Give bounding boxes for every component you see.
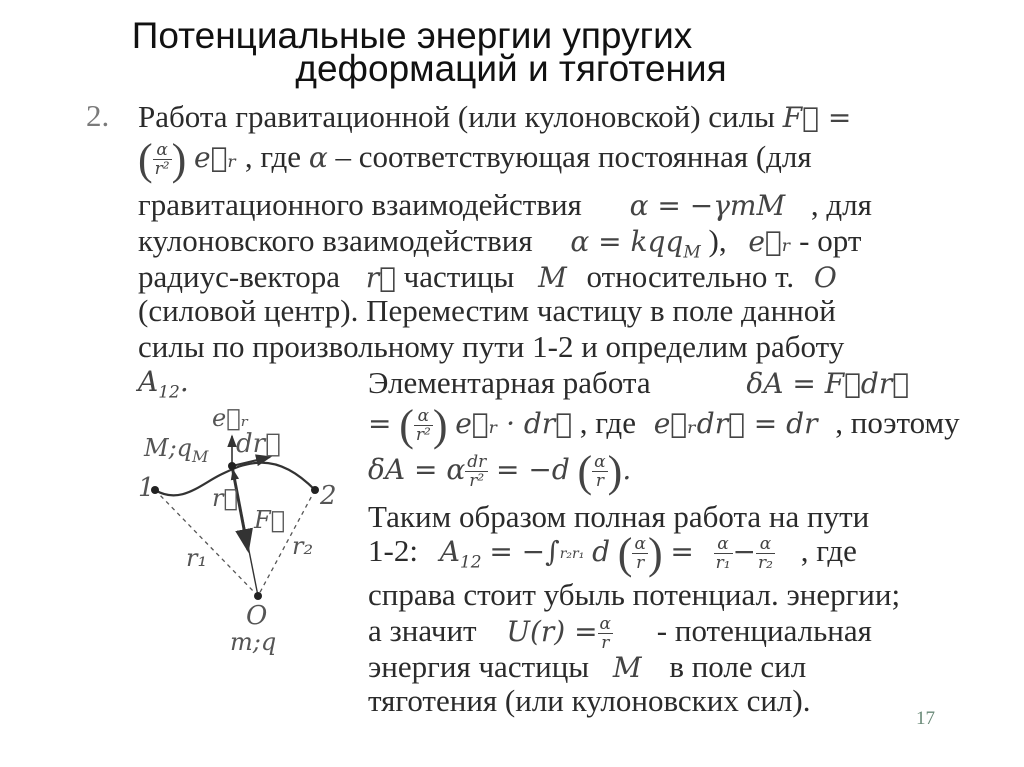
elementary-work-formula: δA = F⃗dr⃗: [746, 367, 910, 400]
p2-text-2d: , поэтому: [835, 405, 960, 440]
fraction-alpha-r2s: $\frac{\alpha}{\text{r₂}}$: [757, 534, 773, 574]
p2-line-5: 1-2: $A_{12} = -\int r_2r_1$ d ( $\frac{\alpha}{r}$ ) = $\frac{\alpha}{\text{r₁}}$ − $\frac{\alpha}{\text{r₂}}$ , где: [368, 528, 857, 578]
fraction-dr-r2: $\frac{dr}{\text{r²}}$: [467, 452, 487, 492]
force-label: F⃗: [254, 506, 286, 534]
radius-vector: r⃗: [365, 261, 396, 294]
fraction-alpha-r-3: $\frac{\alpha}{r}$: [599, 614, 612, 654]
r1-dashed-line: [155, 490, 258, 596]
p2-text-5a: 1-2:: [368, 533, 418, 568]
p1-text-4b: ),: [708, 223, 727, 258]
work-A12: $A_{12}$.: [138, 365, 189, 403]
p2-text-1: Элементарная работа: [368, 365, 651, 400]
p1-line-6: (силовой центр). Переместим частицу в поле данной: [138, 293, 836, 328]
unit-vector-er: e⃗ᵣ: [194, 141, 238, 174]
p1-text-4c: - орт: [799, 223, 862, 258]
p1-line-1: [138, 100, 851, 135]
minus-d: = −d: [496, 453, 570, 486]
p1-line-5: [138, 260, 837, 295]
p2-text-5b: , где: [800, 533, 857, 568]
er-label: e⃗ᵣ: [212, 404, 249, 432]
p1-text-4: кулоновского взаимодействия: [138, 223, 533, 258]
grav-formula: α = −γmM: [629, 189, 786, 222]
r2-label: r₂: [292, 532, 314, 560]
p2-text-7b: - потенциальная: [656, 613, 872, 648]
p1-line-2: [138, 134, 812, 184]
p1-text-3: гравитационного взаимодействия: [138, 187, 582, 222]
dA-alpha: δA = α: [368, 453, 466, 486]
p2-line-7: [368, 614, 872, 652]
p2-line-8: [368, 650, 806, 685]
fraction-alpha-r2: $\frac{\alpha}{\text{r²}}$: [154, 140, 170, 180]
p1-text-3b: , для: [810, 187, 872, 222]
p2-text-8a: энергия частицы: [368, 649, 590, 684]
dr-label: dr⃗: [236, 429, 281, 459]
p2-line-9: тяготения (или кулоновских сил).: [368, 683, 811, 718]
point-1-label: 1: [138, 473, 155, 503]
fraction-alpha-r1: $\frac{\alpha}{\text{r₁}}$: [715, 534, 731, 574]
p1-line-3: [138, 188, 872, 223]
p1-text-2b: – соответствующая постоянная (для: [335, 139, 812, 174]
paren-open: (: [138, 134, 153, 184]
alpha-symbol: α: [308, 141, 328, 174]
MqM-label: $M;q_M$: [144, 434, 209, 466]
particle-M: M: [538, 261, 567, 294]
p2-line-2: = ( $\frac{\alpha}{\text{r²}}$ ) e⃗ᵣ · dr⃗ , где e⃗ᵣdr⃗ = dr , поэтому: [368, 400, 960, 450]
er-dr-formula: e⃗ᵣdr⃗ = dr: [653, 407, 818, 440]
point-2: [311, 486, 319, 494]
potential-U: U(r) =: [506, 615, 598, 648]
p2-line-3: δA = α $\frac{dr}{\text{r²}}$ = −d ( $\frac{\alpha}{r}$ ).: [368, 446, 632, 496]
fraction-alpha-r-2: $\frac{\alpha}{r}$: [634, 534, 646, 574]
fraction-alpha-r: $\frac{\alpha}{r}$: [594, 452, 606, 492]
force-vector: F⃗ =: [782, 101, 852, 134]
slide-title-line-1: Потенциальные энергии упругих: [131, 15, 693, 56]
integral-limits: r₂r₁: [559, 545, 585, 562]
total-work-A12: $A_{12}$: [439, 535, 482, 573]
point-O-dot: [254, 592, 262, 600]
equals-sign: =: [368, 407, 392, 440]
p1-text-1: Работа гравитационной (или кулоновской) силы: [138, 99, 775, 134]
p1-line-7: силы по произвольному пути 1-2 и определим работу: [138, 329, 845, 364]
r1-label: r₁: [186, 544, 208, 572]
integral: = −∫: [489, 535, 560, 568]
r-vector-label: r⃗: [212, 484, 238, 512]
point-O: O: [813, 261, 837, 294]
p2-text-8b: в поле сил: [669, 649, 807, 684]
coul-formula: α = kqq$_M$: [570, 225, 701, 263]
item-number: 2.: [86, 98, 110, 133]
equals-2: =: [670, 535, 694, 568]
p1-text-5c: относительно т.: [586, 259, 795, 294]
p2-text-7a: а значит: [368, 613, 477, 648]
point-2-label: 2: [320, 481, 337, 511]
mq-label: m;q: [230, 628, 277, 656]
p1-text-2a: , где: [244, 139, 302, 174]
paren-close: ): [171, 134, 187, 184]
dot-dr: · dr⃗: [506, 407, 572, 440]
differential-d: d: [592, 535, 611, 568]
p2-line-6: справа стоит убыль потенциал. энергии;: [368, 577, 901, 612]
unit-vector-er-3: e⃗ᵣ: [455, 407, 499, 440]
fraction-alpha-r2-2: $\frac{\alpha}{\text{r²}}$: [415, 406, 431, 446]
p2-line-4: Таким образом полная работа на пути: [368, 499, 870, 534]
unit-vector-er-2: e⃗ᵣ: [748, 225, 792, 258]
p1-text-5a: радиус-вектора: [138, 259, 340, 294]
particle-point: [228, 462, 236, 470]
O-label: O: [246, 601, 268, 631]
page-number: 17: [916, 708, 935, 729]
p2-line-1: [368, 366, 909, 401]
p1-text-5b: частицы: [403, 259, 515, 294]
particle-M-2: M: [612, 651, 642, 684]
p2-text-2b: , где: [579, 405, 636, 440]
slide-title-line-2: деформаций и тяготения: [295, 48, 727, 89]
trajectory-diagram: [120, 390, 350, 670]
